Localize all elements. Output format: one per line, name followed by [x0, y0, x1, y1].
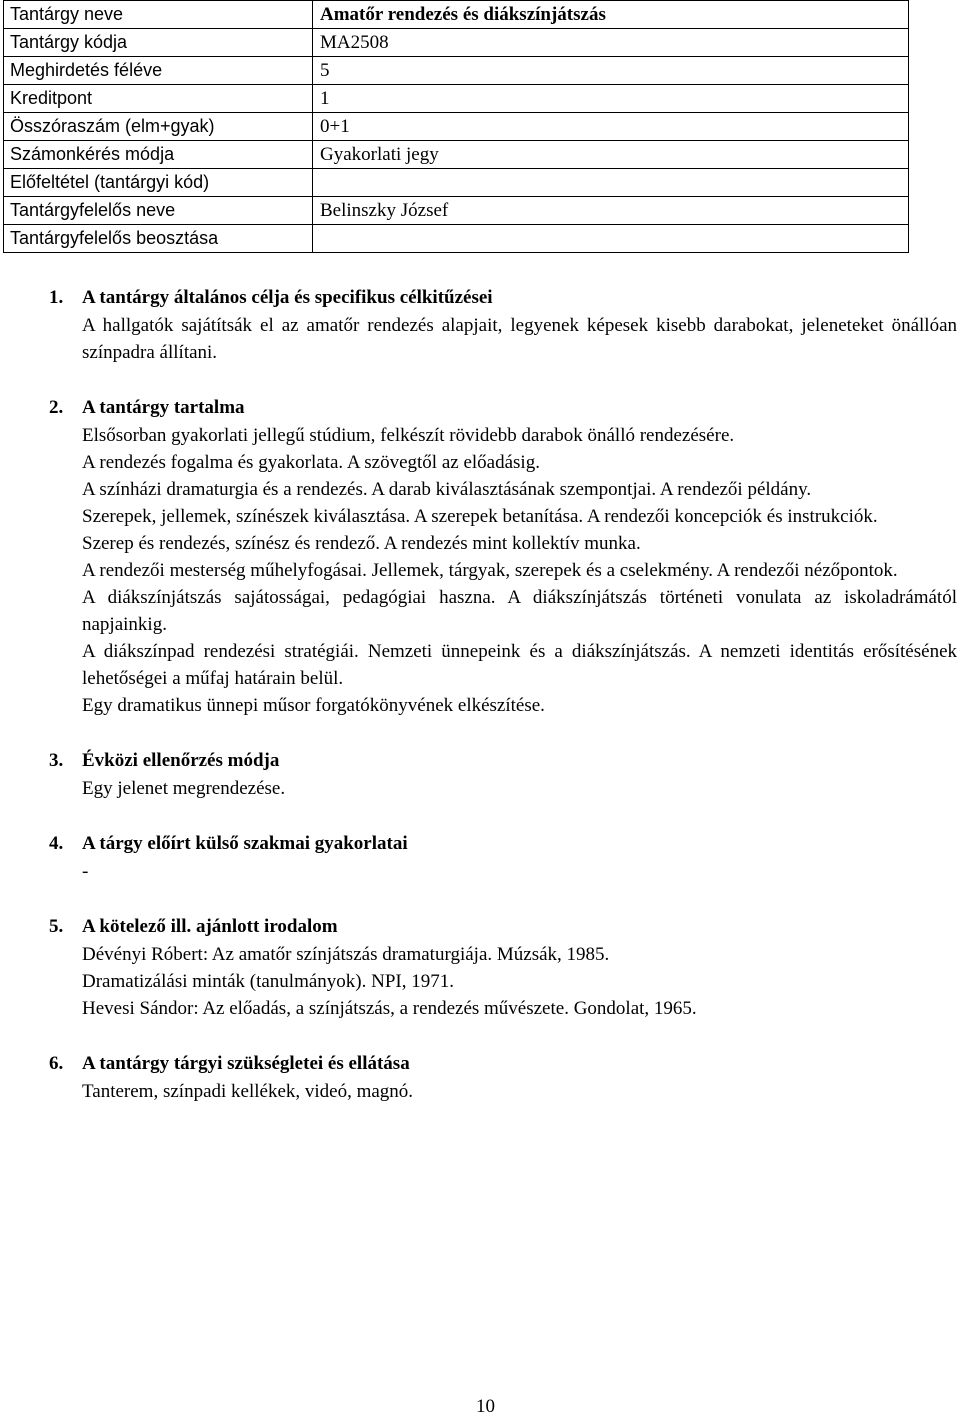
section-number: 3.	[49, 750, 64, 771]
info-label: Tantárgy neve	[4, 1, 313, 29]
section-paragraph: A diákszínpad rendezési stratégiái. Nemzeti ünnepeink és a diákszínjátszás. A nemzeti identitás erősítésének lehetőségei a műfaj határain belül.	[82, 641, 957, 689]
section-paragraph: Tanterem, színpadi kellékek, videó, magnó.	[82, 1081, 414, 1102]
info-row	[4, 1, 909, 29]
info-row	[4, 197, 909, 225]
section-heading	[49, 830, 960, 858]
section-body	[82, 1078, 960, 1105]
section-title: A kötelező ill. ajánlott irodalom	[82, 916, 338, 937]
section-paragraph: A rendezés fogalma és gyakorlata. A szövegtől az előadásig.	[82, 452, 540, 473]
info-value	[313, 169, 909, 197]
section-body	[82, 941, 960, 1022]
section-title: Évközi ellenőrzés módja	[82, 750, 280, 771]
info-row	[4, 141, 909, 169]
info-value: 5	[313, 57, 909, 85]
section-5	[49, 913, 960, 1022]
section-2	[49, 394, 960, 719]
info-label: Kreditpont	[4, 85, 313, 113]
section-paragraph: Szerep és rendezés, színész és rendező. A rendezés mint kollektív munka.	[82, 533, 641, 554]
section-heading	[49, 284, 960, 312]
section-title: A tantárgy tárgyi szükségletei és ellátása	[82, 1053, 410, 1074]
info-value	[313, 225, 909, 253]
section-number: 1.	[49, 287, 64, 308]
info-label: Előfeltétel (tantárgyi kód)	[4, 169, 313, 197]
section-number: 5.	[49, 916, 64, 937]
section-heading	[49, 394, 960, 422]
info-value: Gyakorlati jegy	[313, 141, 909, 169]
section-4	[49, 830, 960, 885]
section-paragraph: A hallgatók sajátítsák el az amatőr rendezés alapjait, legyenek képesek kisebb darabokat, jeleneteket önállóan színpadra állítani.	[82, 315, 957, 363]
section-paragraph: Egy jelenet megrendezése.	[82, 778, 286, 799]
section-heading	[49, 1050, 960, 1078]
section-number: 4.	[49, 833, 64, 854]
info-value: 1	[313, 85, 909, 113]
section-number: 2.	[49, 397, 64, 418]
course-sections	[49, 284, 960, 1105]
section-paragraph: A színházi dramaturgia és a rendezés. A darab kiválasztásának szempontjai. A rendezői példány.	[82, 479, 812, 500]
section-1	[49, 284, 960, 366]
info-label: Összóraszám (elm+gyak)	[4, 113, 313, 141]
section-heading	[49, 913, 960, 941]
section-body	[82, 422, 960, 719]
info-label: Meghirdetés féléve	[4, 57, 313, 85]
info-label: Tantárgy kódja	[4, 29, 313, 57]
section-paragraph: Elsősorban gyakorlati jellegű stúdium, felkészít rövidebb darabok önálló rendezésére.	[82, 425, 735, 446]
section-paragraph: Szerepek, jellemek, színészek kiválasztása. A szerepek betanítása. A rendezői koncepciók és instrukciók.	[82, 506, 878, 527]
section-paragraph: Hevesi Sándor: Az előadás, a színjátszás, a rendezés művészete. Gondolat, 1965.	[82, 998, 697, 1019]
info-row	[4, 113, 909, 141]
info-row	[4, 57, 909, 85]
section-body	[82, 775, 960, 802]
section-paragraph: Dramatizálási minták (tanulmányok). NPI, 1971.	[82, 971, 454, 992]
info-row	[4, 169, 909, 197]
info-value: MA2508	[313, 29, 909, 57]
section-body	[82, 858, 960, 885]
section-6	[49, 1050, 960, 1105]
section-paragraph: A rendezői mesterség műhelyfogásai. Jellemek, tárgyak, szerepek és a cselekmény. A rendezői nézőpontok.	[82, 560, 898, 581]
info-label: Tantárgyfelelős neve	[4, 197, 313, 225]
section-body	[82, 312, 960, 366]
section-paragraph: Dévényi Róbert: Az amatőr színjátszás dramaturgiája. Múzsák, 1985.	[82, 944, 610, 965]
section-number: 6.	[49, 1053, 64, 1074]
section-spacer	[49, 885, 960, 913]
section-paragraph: Egy dramatikus ünnepi műsor forgatókönyvének elkészítése.	[82, 695, 545, 716]
section-spacer	[49, 1022, 960, 1050]
section-paragraph: A diákszínjátszás sajátosságai, pedagógiai haszna. A diákszínjátszás történeti vonulata az iskoladrámától napjainkig.	[82, 587, 957, 635]
section-title: A tantárgy általános célja és specifikus célkitűzései	[82, 287, 493, 308]
info-value: 0+1	[313, 113, 909, 141]
section-title: A tárgy előírt külső szakmai gyakorlatai	[82, 833, 408, 854]
section-title: A tantárgy tartalma	[82, 397, 245, 418]
info-label: Tantárgyfelelős beosztása	[4, 225, 313, 253]
section-3	[49, 747, 960, 802]
section-spacer	[49, 366, 960, 394]
info-label: Számonkérés módja	[4, 141, 313, 169]
section-heading	[49, 747, 960, 775]
info-value: Belinszky József	[313, 197, 909, 225]
info-row	[4, 85, 909, 113]
info-row	[4, 29, 909, 57]
course-info-table	[3, 0, 909, 253]
course-title-value: Amatőr rendezés és diákszínjátszás	[313, 1, 909, 29]
page-number: 10	[476, 1396, 495, 1417]
section-spacer	[49, 719, 960, 747]
section-paragraph: -	[82, 861, 89, 882]
section-spacer	[49, 802, 960, 830]
info-row	[4, 225, 909, 253]
